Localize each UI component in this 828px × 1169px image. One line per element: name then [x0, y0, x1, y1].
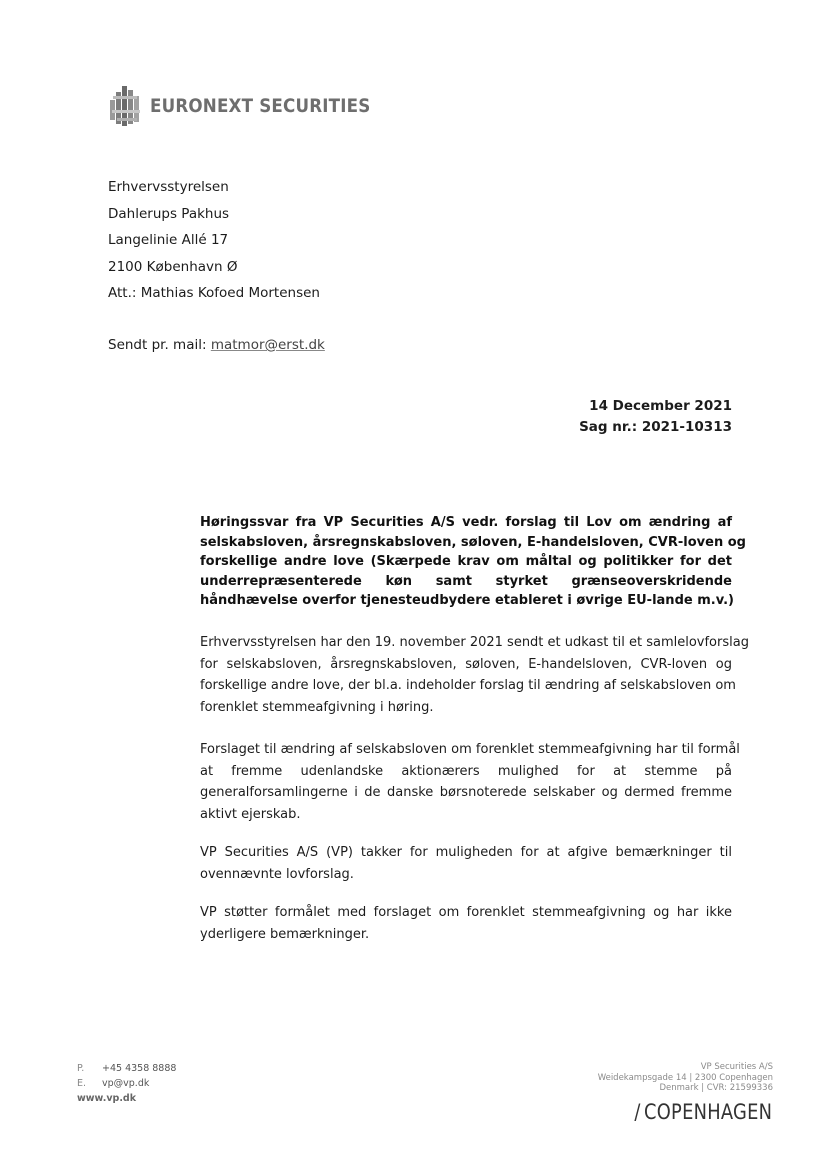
recipient-email-link[interactable]: matmor@erst.dk — [210, 337, 325, 353]
subject-line: underrepræsenterede køn samt styrket grænseoverskridende — [200, 573, 732, 589]
euronext-grid-logo-icon — [108, 84, 144, 128]
date-block — [579, 396, 732, 438]
paragraph-line: at fremme udenlandske aktionærers mulighed for at stemme på — [200, 763, 732, 779]
body-paragraph-1 — [200, 632, 749, 718]
address-line: Erhvervsstyrelsen — [108, 179, 229, 195]
footer-city — [634, 1100, 772, 1124]
paragraph-line: for selskabsloven, årsregnskabsloven, søloven, E-handelsloven, CVR-loven og — [200, 656, 732, 672]
footer-address: Weidekampsgade 14 | 2300 Copenhagen — [597, 1072, 773, 1083]
paragraph-line: Erhvervsstyrelsen har den 19. november 2021 sendt et udkast til et samlelovforslag — [200, 635, 749, 650]
sent-label: Sendt pr. mail: — [108, 337, 207, 353]
footer-website-link[interactable]: www.vp.dk — [77, 1093, 137, 1104]
body-paragraph-2 — [200, 739, 740, 825]
body-paragraph-4 — [200, 902, 732, 945]
recipient-address — [108, 174, 320, 307]
subject-line: håndhævelse overfor tjenesteudbydere etableret i øvrige EU-lande m.v.) — [200, 593, 734, 609]
body-paragraph-3 — [200, 842, 732, 885]
sent-by-mail — [108, 337, 325, 353]
address-line: Dahlerups Pakhus — [108, 205, 230, 222]
paragraph-line: yderligere bemærkninger. — [200, 926, 370, 942]
logo-wordmark: EURONEXT SECURITIES — [150, 95, 371, 117]
paragraph-line: ovennævnte lovforslag. — [200, 866, 354, 882]
footer-company-info — [598, 1062, 773, 1094]
subject-heading — [200, 513, 746, 611]
paragraph-line: VP støtter formålet med forslaget om forenklet stemmeafgivning og har ikke — [200, 905, 732, 920]
city-slash: / — [634, 1100, 641, 1124]
letter-date: 14 December 2021 — [589, 398, 732, 414]
subject-line: Høringssvar fra VP Securities A/S vedr. forslag til Lov om ændring af — [200, 515, 732, 530]
case-number: Sag nr.: 2021-10313 — [579, 419, 732, 435]
email-label: E. — [77, 1078, 87, 1089]
subject-line: forskellige andre love (Skærpede krav om måltal og politikker for det — [200, 554, 732, 570]
address-line: 2100 København Ø — [108, 258, 238, 275]
footer-phone — [77, 1061, 176, 1076]
footer-company-name: VP Securities A/S — [700, 1062, 773, 1072]
address-line: Att.: Mathias Kofoed Mortensen — [108, 285, 320, 301]
phone-number: +45 4358 8888 — [102, 1063, 177, 1074]
address-line: Langelinie Allé 17 — [108, 232, 229, 248]
paragraph-line: aktivt ejerskab. — [200, 806, 301, 822]
paragraph-line: generalforsamlingerne i de danske børsnoterede selskaber og dermed fremme — [200, 785, 732, 800]
footer-cvr: Denmark | CVR: 21599336 — [659, 1083, 773, 1093]
subject-line: selskabsloven, årsregnskabsloven, søloven, E-handelsloven, CVR-loven og — [200, 534, 746, 550]
paragraph-line: forskellige andre love, der bl.a. indeholder forslag til ændring af selskabsloven om — [200, 678, 736, 693]
paragraph-line: VP Securities A/S (VP) takker for muligheden for at afgive bemærkninger til — [200, 845, 732, 860]
footer-email — [77, 1076, 176, 1091]
company-logo — [108, 84, 401, 128]
footer-contact — [77, 1061, 176, 1106]
paragraph-line: Forslaget til ændring af selskabsloven om forenklet stemmeafgivning har til formål — [200, 742, 740, 757]
paragraph-line: forenklet stemmeafgivning i høring. — [200, 699, 434, 715]
city-name: COPENHAGEN — [643, 1100, 772, 1124]
phone-label: P. — [77, 1063, 85, 1074]
footer-email-link[interactable]: vp@vp.dk — [102, 1078, 150, 1089]
